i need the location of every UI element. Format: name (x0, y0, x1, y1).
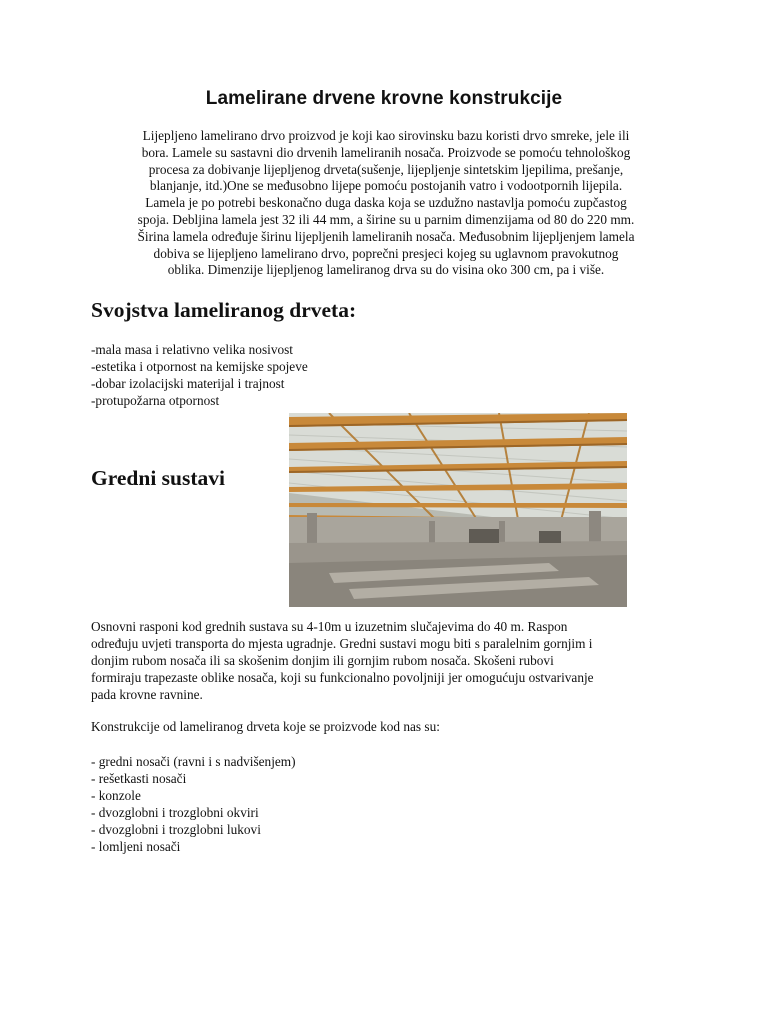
list-item: - dvozglobni i trozglobni lukovi (91, 822, 261, 837)
paragraph-line: donjim rubom nosača ili sa skošenim donjim ili gornjim rubom nosača. Skošeni rubovi (91, 653, 554, 668)
document-title: Lamelirane drvene krovne konstrukcije (205, 88, 563, 109)
paragraph-line: pada krovne ravnine. (91, 687, 203, 702)
intro-line: bora. Lamele su sastavni dio drvenih lameliranih nosača. Proizvode se pomoću tehnološkog (141, 144, 631, 160)
list-item: - gredni nosači (ravni i s nadvišenjem) (91, 754, 296, 769)
intro-line: Lijepljeno lamelirano drvo proizvod je koji kao sirovinsku bazu koristi drvo smreke, jele ili (142, 128, 630, 143)
products-list (91, 753, 296, 855)
intro-line: Lamela je po potrebi beskonačno duga daska koja se uzdužno nastavlja pomoću zupčastog (145, 195, 627, 211)
products-intro: Konstrukcije od lameliranog drveta koje se proizvode kod nas su: (91, 719, 440, 734)
list-item: -protupožarna otpornost (91, 393, 220, 408)
intro-line: spoja. Debljina lamela jest 32 ili 44 mm, a širine su u parnim dimenzijama od 80 do 220 mm. (137, 211, 635, 227)
list-item: - rešetkasti nosači (91, 771, 187, 786)
paragraph-line: Osnovni rasponi kod grednih sustava su 4-10m u izuzetnim slučajevima do 40 m. Raspon (91, 619, 568, 634)
list-item: - konzole (91, 788, 141, 803)
properties-heading: Svojstva lameliranog drveta: (91, 298, 357, 322)
roof-construction-photo (289, 413, 627, 607)
list-item: -dobar izolacijski materijal i trajnost (91, 376, 285, 391)
paragraph-line: formiraju trapezaste oblike nosača, koji su funkcionalno povoljniji jer omogućuju ostvarivanje (91, 670, 594, 685)
beams-paragraph (91, 618, 691, 703)
intro-line: blanjanje, itd.)One se međusobno lijepe pomoću postojanih vatro i vodootpornih lijepila. (149, 178, 623, 194)
intro-line: dobiva se lijepljeno lamelirano drvo, poprečni presjeci kojeg su uglavnom pravokutnog (153, 245, 619, 261)
list-item: -estetika i otpornost na kemijske spojeve (91, 359, 308, 374)
list-item: -mala masa i relativno velika nosivost (91, 342, 293, 357)
intro-line: procesa za dobivanje lijepljenog drveta(sušenje, lijepljenje sintetskim ljepilima, prešanje, (148, 161, 624, 177)
intro-paragraph (96, 128, 676, 279)
list-item: - lomljeni nosači (91, 839, 181, 854)
intro-line: Širina lamela određuje širinu lijepljenih lameliranih nosača. Međusobnim lijepljenjem lamela (137, 228, 635, 244)
paragraph-line: određuju uvjeti transporta do mjesta ugradnje. Gredni sustavi mogu biti s paralelnim gornjim i (91, 636, 593, 651)
intro-line: oblika. Dimenzije lijepljenog lameliranog drva su do visina oko 300 cm, pa i više. (167, 262, 605, 278)
beams-heading: Gredni sustavi (91, 466, 226, 490)
list-item: - dvozglobni i trozglobni okviri (91, 805, 259, 820)
properties-list (91, 341, 308, 409)
